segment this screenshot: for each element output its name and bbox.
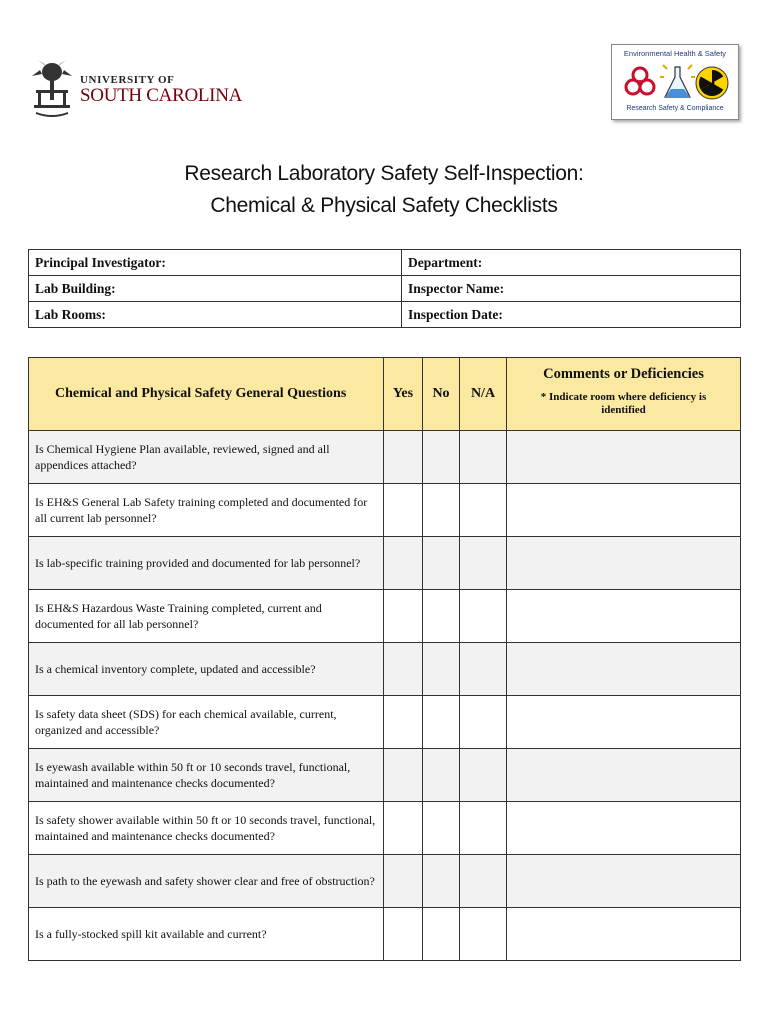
no-checkbox[interactable] [423, 484, 460, 537]
table-row [29, 431, 741, 484]
table-row [29, 908, 741, 961]
yes-header: Yes [384, 358, 423, 431]
comments-cell[interactable] [507, 484, 741, 537]
palmetto-tree-icon [32, 60, 80, 118]
no-checkbox[interactable] [423, 802, 460, 855]
inspection-date-field[interactable]: Inspection Date: [402, 302, 741, 328]
no-checkbox[interactable] [423, 431, 460, 484]
na-checkbox[interactable] [460, 749, 507, 802]
comments-cell[interactable] [507, 908, 741, 961]
question-text: Is EH&S General Lab Safety training completed and documented for all current lab personnel? [29, 484, 384, 537]
na-checkbox[interactable] [460, 908, 507, 961]
na-checkbox[interactable] [460, 802, 507, 855]
page-title-line1: Research Laboratory Safety Self-Inspection: [184, 162, 584, 185]
table-row [29, 590, 741, 643]
ehs-title: Environmental Health & Safety [623, 49, 727, 58]
na-checkbox[interactable] [460, 590, 507, 643]
yes-checkbox[interactable] [384, 855, 423, 908]
no-checkbox[interactable] [423, 855, 460, 908]
question-text: Is safety data sheet (SDS) for each chemical available, current, organized and accessible? [29, 696, 384, 749]
table-row [29, 643, 741, 696]
ehs-logo [611, 44, 739, 120]
table-row [29, 696, 741, 749]
comments-cell[interactable] [507, 802, 741, 855]
yes-checkbox[interactable] [384, 590, 423, 643]
na-checkbox[interactable] [460, 431, 507, 484]
no-checkbox[interactable] [423, 908, 460, 961]
department-field[interactable]: Department: [402, 250, 741, 276]
inspector-name-field[interactable]: Inspector Name: [402, 276, 741, 302]
page-title-line2: Chemical & Physical Safety Checklists [210, 194, 558, 217]
comments-title: Comments or Deficiencies [543, 365, 704, 382]
flask-icon [660, 65, 695, 97]
yes-checkbox[interactable] [384, 643, 423, 696]
table-row [29, 484, 741, 537]
lab-info-table [28, 249, 741, 328]
lab-rooms-field[interactable]: Lab Rooms: [29, 302, 402, 328]
safety-checklist-table [28, 357, 741, 961]
comments-cell[interactable] [507, 749, 741, 802]
table-row [29, 749, 741, 802]
comments-note: * Indicate room where deficiency is identified [540, 390, 707, 416]
na-checkbox[interactable] [460, 643, 507, 696]
no-checkbox[interactable] [423, 696, 460, 749]
questions-header: Chemical and Physical Safety General Questions [29, 358, 384, 431]
comments-cell[interactable] [507, 431, 741, 484]
yes-checkbox[interactable] [384, 908, 423, 961]
table-row [29, 802, 741, 855]
comments-cell[interactable] [507, 696, 741, 749]
ehs-icons [620, 63, 730, 103]
na-checkbox[interactable] [460, 855, 507, 908]
biohazard-icon [625, 68, 655, 98]
question-text: Is EH&S Hazardous Waste Training completed, current and documented for all lab personnel? [29, 590, 384, 643]
yes-checkbox[interactable] [384, 431, 423, 484]
comments-cell[interactable] [507, 590, 741, 643]
na-checkbox[interactable] [460, 484, 507, 537]
na-header: N/A [460, 358, 507, 431]
table-row [29, 537, 741, 590]
question-text: Is safety shower available within 50 ft or 10 seconds travel, functional, maintained and maintenance checks documented? [29, 802, 384, 855]
question-text: Is eyewash available within 50 ft or 10 seconds travel, functional, maintained and maintenance checks documented? [29, 749, 384, 802]
south-carolina-text: SOUTH CAROLINA [80, 85, 243, 106]
radiation-icon [696, 67, 728, 99]
university-logo [32, 60, 243, 120]
question-text: Is path to the eyewash and safety shower clear and free of obstruction? [29, 855, 384, 908]
no-checkbox[interactable] [423, 537, 460, 590]
comments-cell[interactable] [507, 855, 741, 908]
na-checkbox[interactable] [460, 696, 507, 749]
lab-building-field[interactable]: Lab Building: [29, 276, 402, 302]
yes-checkbox[interactable] [384, 537, 423, 590]
university-of-text: UNIVERSITY OF [80, 74, 175, 86]
question-text: Is a chemical inventory complete, updated and accessible? [29, 643, 384, 696]
no-checkbox[interactable] [423, 749, 460, 802]
comments-cell[interactable] [507, 643, 741, 696]
no-checkbox[interactable] [423, 643, 460, 696]
question-text: Is Chemical Hygiene Plan available, reviewed, signed and all appendices attached? [29, 431, 384, 484]
pi-field[interactable]: Principal Investigator: [29, 250, 402, 276]
comments-header [507, 358, 741, 431]
table-row [29, 855, 741, 908]
no-checkbox[interactable] [423, 590, 460, 643]
question-text: Is lab-specific training provided and documented for lab personnel? [29, 537, 384, 590]
yes-checkbox[interactable] [384, 802, 423, 855]
question-text: Is a fully-stocked spill kit available and current? [29, 908, 384, 961]
ehs-subtitle: Research Safety & Compliance [626, 105, 724, 112]
yes-checkbox[interactable] [384, 696, 423, 749]
no-header: No [423, 358, 460, 431]
na-checkbox[interactable] [460, 537, 507, 590]
yes-checkbox[interactable] [384, 484, 423, 537]
comments-cell[interactable] [507, 537, 741, 590]
yes-checkbox[interactable] [384, 749, 423, 802]
